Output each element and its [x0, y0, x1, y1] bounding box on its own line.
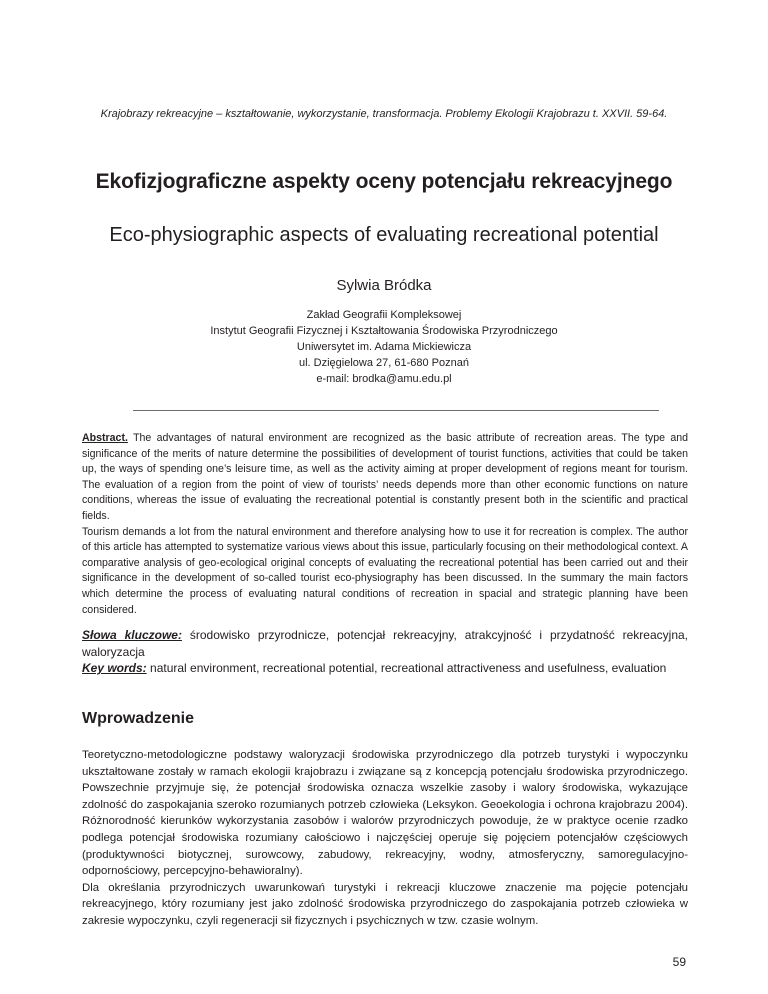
separator-rule	[133, 410, 659, 411]
abstract-block	[82, 431, 688, 618]
abstract-paragraph	[82, 431, 688, 525]
keywords-polish	[82, 627, 688, 660]
section-body	[82, 747, 688, 930]
keywords-polish-label: Słowa kluczowe:	[82, 628, 182, 642]
section-heading: Wprowadzenie	[82, 710, 195, 727]
body-paragraph: Dla określania przyrodniczych uwarunkowań turystyki i rekreacji kluczowe znaczenie ma pojęcie potencjału rekreacyjnego, który rozumiany jest jako zdolność środowiska przyrodniczego do zaspokajania potrzeb człowieka w zakresie wypoczynku, czyli regeneracji sił fizycznych i psychicznych w tzw. czasie wolnym.	[82, 881, 688, 927]
keywords-block	[82, 627, 688, 677]
article-title-polish: Ekofizjograficzne aspekty oceny potencjału rekreacyjnego	[95, 170, 673, 193]
affiliation-address: ul. Dzięgielowa 27, 61-680 Poznań	[298, 357, 469, 369]
abstract-text: The advantages of natural environment are recognized as the basic attribute of recreation areas. The type and significance of the merits of nature determine the possibilities of development of tourist functions, activities that could be taken up, the ways of spending one’s leisure time, as well as the activity aiming at proper development of regions meant for tourism. The evaluation of a region from the point of view of tourists’ needs depends more than other economic functions on nature conditions, whereas the issue of evaluating the recreational potential is constantly present both in the scientific and practical fields.	[82, 432, 688, 522]
affiliation-institute: Instytut Geografii Fizycznej i Kształtowania Środowiska Przyrodniczego	[210, 325, 558, 337]
keywords-polish-text: środowisko przyrodnicze, potencjał rekreacyjny, atrakcyjność i przydatność rekreacyjna, waloryzacja	[82, 628, 688, 659]
article-title-english: Eco-physiographic aspects of evaluating recreational potential	[109, 224, 659, 246]
body-paragraph: Teoretyczno-metodologiczne podstawy waloryzacji środowiska przyrodniczego dla potrzeb turystyki i wypoczynku ukształtowane zostały w ramach ekologii krajobrazu i związane są z koncepcją potencjału środowiska przyrodniczego. Powszechnie przyjmuje się, że potencjał środowiska oznacza wszelkie zasoby i walory środowiska, wykazujące zdolność do zaspokajania szeroko rozumianych potrzeb człowieka (Leksykon. Geoekologia i ochrona krajobrazu 2004). Różnorodność kierunków wykorzystania zasobów i walorów przyrodniczych powoduje, że w praktyce ocenie rzadko podlega potencjał środowiska rozumiany całościowo i najczęściej operuje się pojęciem potencjałów częściowych (produktywności biotycznej, surowcowy, zabudowy, rekreacyjny, wodny, atmosferyczny, samoregulacyjno-odpornościowy, percepcyjno-behawioralny).	[82, 749, 688, 878]
author-affiliation	[0, 307, 768, 387]
affiliation-department: Zakład Geografii Kompleksowej	[306, 309, 462, 321]
abstract-label: Abstract.	[82, 432, 128, 444]
keywords-english	[82, 660, 688, 677]
author-name: Sylwia Bródka	[336, 277, 432, 294]
affiliation-university: Uniwersytet im. Adama Mickiewicza	[296, 341, 472, 353]
running-head: Krajobrazy rekreacyjne – kształtowanie, wykorzystanie, transformacja. Problemy Ekologii Krajobrazu t. XXVII. 59-64.	[100, 108, 668, 120]
abstract-paragraph: Tourism demands a lot from the natural environment and therefore analysing how to use it for recreation is complex. The author of this article has attempted to systematize various views about this issue, particularly focusing on their methodological context. A comparative analysis of geo-ecological original concepts of evaluating the recreational potential has been carried out and their significance in the development of so-called tourist eco-physiography has been discussed. In the summary the main factors which determine the process of evaluating natural conditions of recreation in spacial and strategic planning have been considered.	[82, 525, 688, 616]
page-number: 59	[672, 955, 686, 969]
affiliation-email: e-mail: brodka@amu.edu.pl	[316, 373, 452, 385]
keywords-english-label: Key words:	[82, 661, 147, 675]
keywords-english-text: natural environment, recreational potential, recreational attractiveness and usefulness, evaluation	[150, 661, 667, 675]
